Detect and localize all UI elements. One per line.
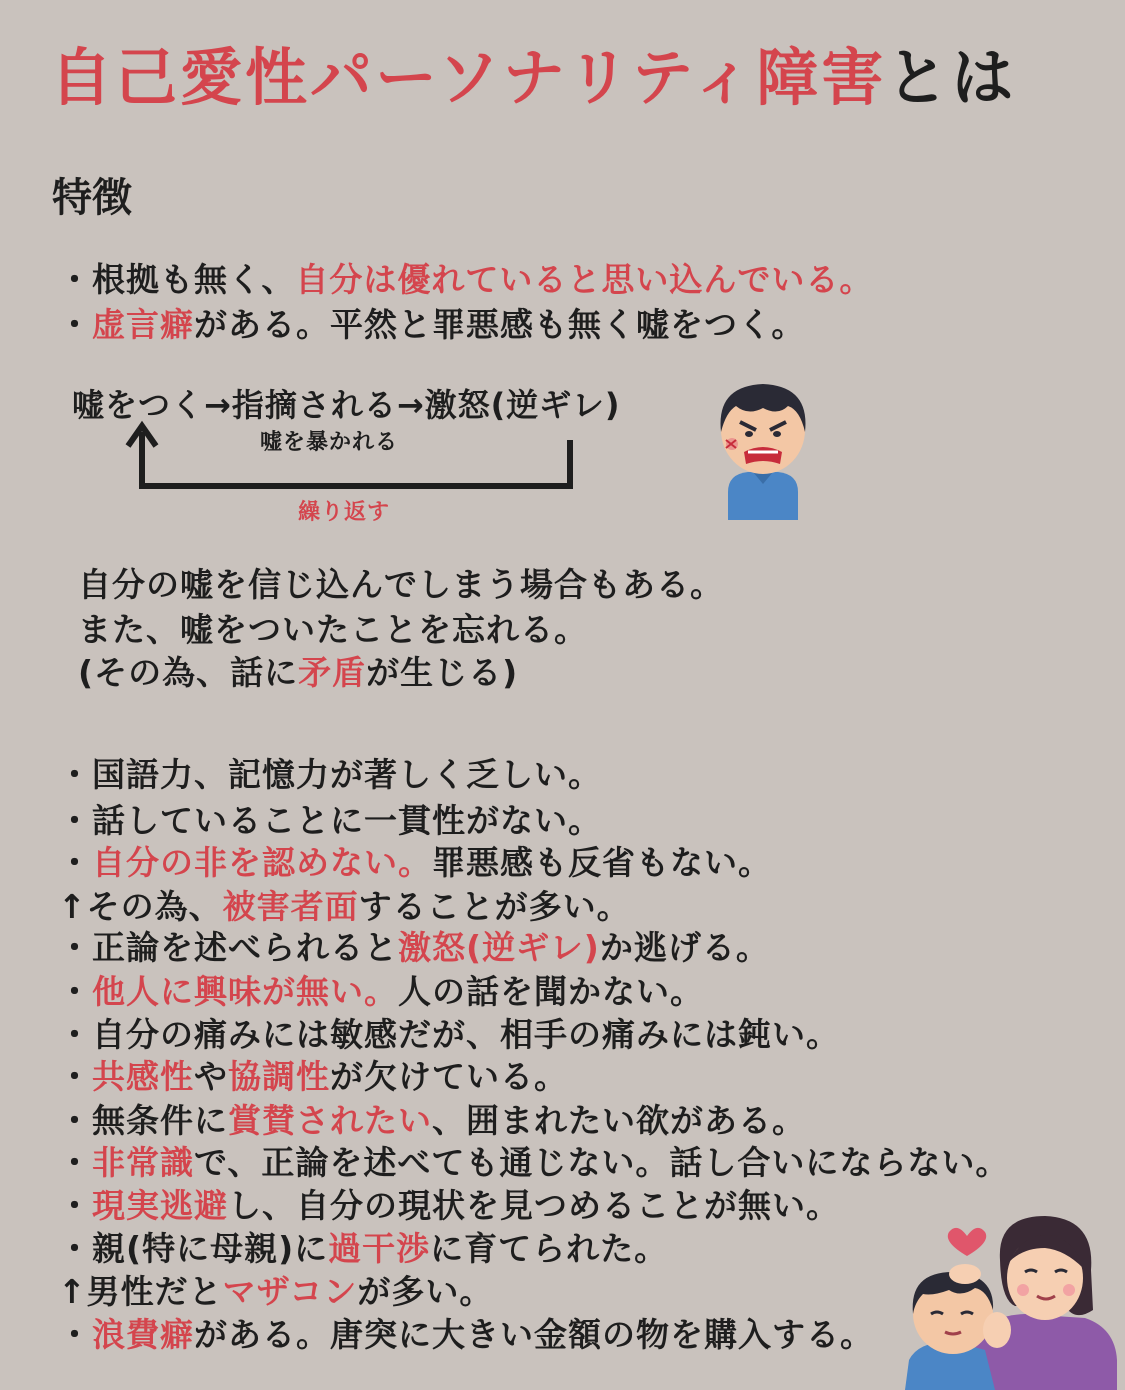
text-segment: がある。唐突に大きい金額の物を購入する。	[194, 1315, 874, 1354]
trait-bullet	[58, 841, 772, 885]
text-segment: ・	[58, 1186, 92, 1225]
intro-line	[58, 258, 873, 302]
trait-bullet	[58, 885, 631, 929]
highlight-text: 自分は優れていると思い込んでいる。	[295, 260, 874, 299]
angry-boy-icon	[708, 372, 818, 520]
highlight-text: 矛盾	[298, 653, 367, 692]
highlight-text: 賞賛されたい	[228, 1101, 432, 1140]
text-segment: が生じる)	[366, 653, 519, 692]
mother-son-icon	[905, 1210, 1120, 1390]
trait-bullet	[58, 799, 602, 843]
trait-bullet	[58, 753, 602, 797]
text-segment: また、嘘をついたことを忘れる。	[78, 610, 588, 649]
text-segment: (その為、話に	[78, 653, 299, 692]
text-segment: ・無条件に	[58, 1101, 228, 1140]
text-segment: 、囲まれたい欲がある。	[432, 1101, 806, 1140]
paragraph-line	[78, 563, 724, 607]
text-segment: ↑その為、	[58, 887, 223, 926]
highlight-text: マザコン	[222, 1272, 358, 1311]
text-segment: ・	[58, 305, 92, 344]
page-title	[50, 38, 1016, 118]
flow-sub-text: 嘘を暴かれる	[260, 430, 399, 455]
text-segment: ・	[58, 972, 92, 1011]
text-segment: 自分の嘘を信じ込んでしまう場合もある。	[78, 565, 724, 604]
trait-bullet	[58, 1013, 840, 1057]
highlight-text: 激怒(逆ギレ)	[398, 928, 600, 967]
text-segment: ↑男性だと	[58, 1272, 223, 1311]
text-segment: し、自分の現状を見つめることが無い。	[228, 1186, 840, 1225]
trait-bullet	[58, 1313, 874, 1357]
highlight-text: 浪費癖	[92, 1315, 194, 1354]
title-red-part: 自己愛性パーソナリティ障害	[50, 41, 887, 114]
text-segment: か逃げる。	[599, 928, 770, 967]
highlight-text: 共感性	[92, 1057, 194, 1096]
paragraph-line	[78, 651, 518, 695]
text-segment: ・国語力、記憶力が著しく乏しい。	[58, 755, 602, 794]
text-segment: で、正論を述べても通じない。話し合いにならない。	[194, 1143, 1010, 1182]
trait-bullet	[58, 1184, 840, 1228]
highlight-text: 現実逃避	[92, 1186, 228, 1225]
flow-main-text: 嘘をつく→指摘される→激怒(逆ギレ)	[72, 386, 621, 424]
text-segment: ・	[58, 1315, 92, 1354]
loop-arrow	[122, 420, 582, 495]
text-segment: ・正論を述べられると	[58, 928, 398, 967]
trait-bullet	[58, 926, 770, 970]
highlight-text: 虚言癖	[92, 305, 194, 344]
highlight-text: 他人に興味が無い。	[92, 972, 398, 1011]
text-segment: に育てられた。	[430, 1229, 669, 1268]
trait-bullet	[58, 1099, 806, 1143]
trait-bullet	[58, 1141, 1009, 1185]
text-segment: ・根拠も無く、	[58, 260, 296, 299]
trait-bullet	[58, 970, 704, 1014]
text-segment: ・	[58, 1057, 92, 1096]
text-segment: ・話していることに一貫性がない。	[58, 801, 602, 840]
flow-repeat-label: 繰り返す	[298, 500, 391, 525]
highlight-text: 非常識	[92, 1143, 194, 1182]
text-segment: ・	[58, 843, 92, 882]
text-segment: ・自分の痛みには敏感だが、相手の痛みには鈍い。	[58, 1015, 840, 1054]
trait-bullet	[58, 1227, 668, 1271]
trait-bullet	[58, 1055, 568, 1099]
highlight-text: 被害者面	[222, 887, 359, 926]
paragraph-line	[78, 608, 588, 652]
text-segment: 罪悪感も反省もない。	[432, 843, 772, 882]
text-segment: がある。平然と罪悪感も無く嘘をつく。	[194, 305, 806, 344]
text-segment: することが多い。	[358, 887, 631, 926]
intro-line	[58, 303, 805, 347]
text-segment: ・	[58, 1143, 92, 1182]
trait-bullet	[58, 1270, 493, 1314]
text-segment: や	[194, 1057, 228, 1096]
highlight-text: 協調性	[228, 1057, 330, 1096]
text-segment: 人の話を聞かない。	[398, 972, 704, 1011]
highlight-text: 自分の非を認めない。	[92, 843, 432, 882]
highlight-text: 過干渉	[328, 1229, 431, 1268]
section-heading: 特徴	[52, 175, 132, 221]
title-black-part: とは	[886, 41, 1017, 114]
text-segment: ・親(特に母親)に	[58, 1229, 329, 1268]
text-segment: が多い。	[357, 1272, 494, 1311]
text-segment: が欠けている。	[330, 1057, 568, 1096]
